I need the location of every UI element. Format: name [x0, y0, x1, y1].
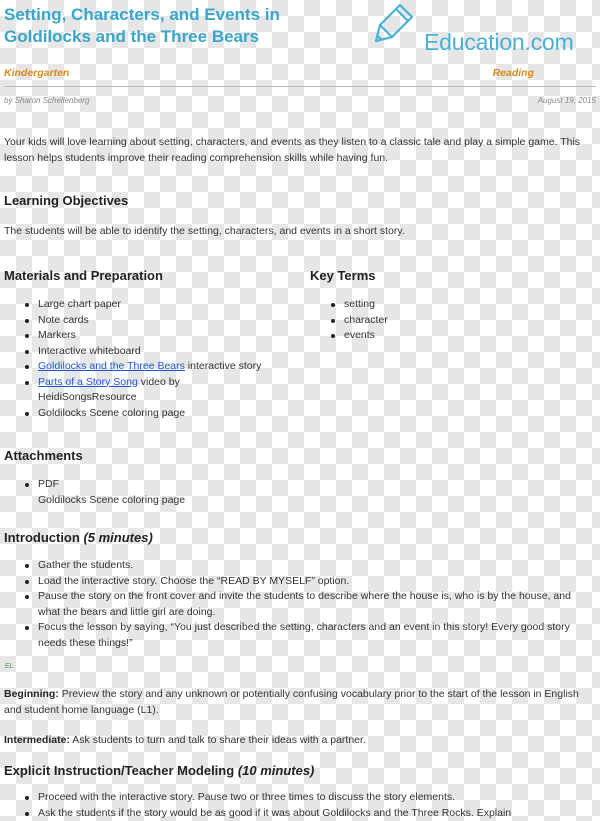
- explicit-instruction-heading: Explicit Instruction/Teacher Modeling (10 minutes): [4, 763, 314, 779]
- list-item: Load the interactive story. Choose the “READ BY MYSELF” option.: [4, 574, 590, 590]
- intermediate-paragraph: Intermediate: Ask students to turn and talk to share their ideas with a partner.: [4, 733, 586, 749]
- grade-label: Kindergarten: [4, 67, 69, 79]
- header-divider: [4, 86, 596, 87]
- parts-of-story-song-link[interactable]: Parts of a Story Song: [38, 376, 138, 388]
- explicit-list: [4, 790, 590, 821]
- education-com-logo[interactable]: [366, 3, 598, 59]
- list-item: Goldilocks and the Three Bears interactive story: [4, 359, 304, 375]
- introduction-list: [4, 558, 590, 651]
- key-term: events: [310, 328, 510, 344]
- list-item: Ask the students if the story would be as good if it was about Goldilocks and the Three Rocks. Explain: [4, 806, 590, 821]
- list-item: Gather the students.: [4, 558, 590, 574]
- learning-objectives-text: The students will be able to identify the setting, characters, and events in a short story.: [4, 224, 586, 240]
- materials-list: [4, 297, 304, 421]
- list-item: Note cards: [4, 313, 304, 329]
- logo-text: Education.com: [424, 29, 574, 56]
- attachment-item[interactable]: [4, 477, 404, 508]
- attachments-heading: Attachments: [4, 448, 83, 464]
- list-item: Goldilocks Scene coloring page: [4, 406, 304, 422]
- list-item: Pause the story on the front cover and invite the students to describe where the house is, who is by the house, and what the bears and little girl are doing.: [4, 589, 590, 620]
- attachment-type: PDF: [38, 478, 59, 490]
- explicit-duration: (10 minutes): [238, 763, 315, 778]
- learning-objectives-heading: Learning Objectives: [4, 193, 128, 209]
- introduction-duration: (5 minutes): [83, 530, 152, 545]
- intro-paragraph: Your kids will love learning about setting, characters, and events as they listen to a classic tale and play a simple game. This lesson helps students improve their reading comprehension skills while having fun.: [4, 135, 586, 166]
- introduction-heading: Introduction (5 minutes): [4, 530, 153, 546]
- list-item: Focus the lesson by saying, “You just described the setting, characters and an event in this story! Every good story needs these things!”: [4, 620, 590, 651]
- key-terms-list: [310, 297, 510, 344]
- ell-tag: EL: [5, 663, 14, 670]
- page-title: Setting, Characters, and Events in Goldilocks and the Three Bears: [4, 4, 364, 48]
- key-term: setting: [310, 297, 510, 313]
- materials-heading: Materials and Preparation: [4, 268, 163, 284]
- goldilocks-story-link[interactable]: Goldilocks and the Three Bears: [38, 360, 185, 372]
- pencil-logo-icon: [366, 3, 426, 59]
- beginning-paragraph: Beginning: Preview the story and any unknown or potentially confusing vocabulary prior to the start of the lesson in English and student home language (L1).: [4, 687, 586, 718]
- subject-label: Reading: [493, 67, 534, 79]
- key-term: character: [310, 313, 510, 329]
- key-terms-heading: Key Terms: [310, 268, 376, 284]
- attachment-file: Goldilocks Scene coloring page: [38, 494, 185, 506]
- list-item: Parts of a Story Song video by HeidiSongsResource: [4, 375, 304, 406]
- author: by Sharon Schellenberg: [4, 96, 89, 105]
- attachments-list: [4, 477, 404, 508]
- list-item: Markers: [4, 328, 304, 344]
- list-item: Interactive whiteboard: [4, 344, 304, 360]
- list-item: Large chart paper: [4, 297, 304, 313]
- list-item: Proceed with the interactive story. Pause two or three times to discuss the story elements.: [4, 790, 590, 806]
- publish-date: August 19, 2015: [538, 96, 596, 105]
